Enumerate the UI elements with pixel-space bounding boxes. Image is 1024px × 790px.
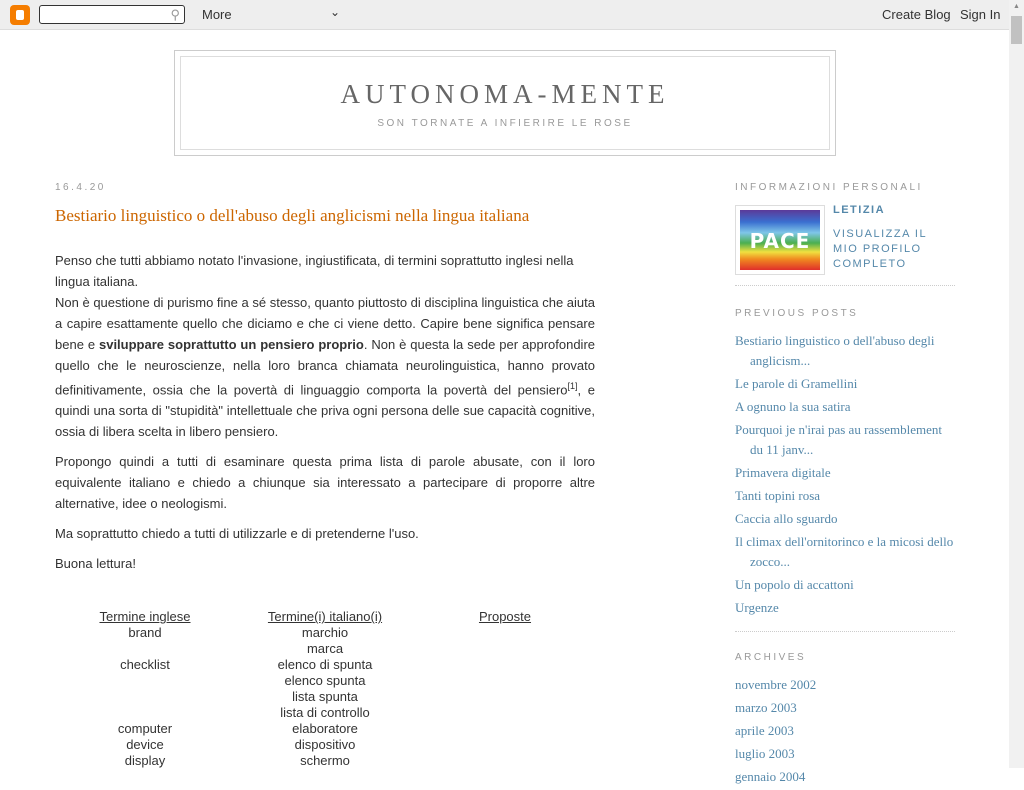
scrollbar-thumb[interactable]	[1011, 16, 1022, 44]
previous-post-link[interactable]: Pourquoi je n'irai pas au rassemblement du 11 janv...	[735, 422, 943, 457]
table-cell	[415, 721, 595, 737]
table-cell: lista di controllo	[280, 705, 370, 721]
table-cell: lista spunta	[292, 689, 358, 705]
footnote-link[interactable]: [1]	[567, 381, 578, 391]
bold-text: sviluppare soprattutto un pensiero proprio	[98, 337, 364, 352]
table-cell	[415, 641, 595, 657]
profile-heading: INFORMAZIONI PERSONALI	[735, 182, 923, 193]
previous-post-link[interactable]: Il climax dell'ornitorinco e la micosi dello zocco...	[735, 534, 954, 569]
table-cell	[415, 753, 595, 769]
table-cell: brand	[128, 625, 162, 641]
table-row	[55, 641, 595, 657]
paragraph-text: Non è questione di purismo fine a sé stesso, quanto piuttosto di disciplina linguistica che aiuta a capire esattamente quello che diciamo e che ci viene detto. Capire bene significa pensare bene e	[55, 295, 595, 352]
archive-link[interactable]: novembre 2002	[735, 677, 817, 692]
paragraph-text: , e quindi una sorta di "stupidità" intellettuale che priva ogni persona delle sue capacità cognitive, ossia di libera scelta in libero pensiero.	[55, 382, 595, 440]
archives-list	[735, 675, 955, 787]
archive-link[interactable]: marzo 2003	[735, 700, 797, 715]
table-cell: marchio	[301, 625, 349, 641]
main-column	[55, 182, 595, 769]
table-cell	[415, 625, 595, 641]
previous-posts-heading: PREVIOUS POSTS	[735, 308, 859, 319]
post-paragraph: Propongo quindi a tutti di esaminare questa prima lista di parole abusate, con il loro equivalente italiano e chiedo a chiunque sia interessato a partecipare di proporre altre alternative, idee o neologismi.	[55, 454, 595, 512]
table-cell	[55, 673, 235, 689]
previous-post-link[interactable]: Primavera digitale	[735, 465, 831, 480]
archive-link[interactable]: gennaio 2004	[735, 769, 806, 784]
table-row	[55, 673, 595, 689]
sign-in-link[interactable]: Sign In	[960, 7, 1001, 22]
table-cell: elaboratore	[292, 721, 358, 737]
sidebar	[735, 182, 955, 790]
scrollbar[interactable]	[1009, 0, 1024, 768]
table-cell: device	[126, 737, 164, 753]
scroll-up-icon[interactable]: ▲	[1013, 3, 1020, 10]
post-paragraph: Buona lettura!	[55, 556, 136, 572]
blogger-navbar	[0, 0, 1009, 30]
more-menu[interactable]: More	[202, 7, 232, 22]
table-cell: display	[124, 753, 166, 769]
chevron-down-icon[interactable]: ⌄	[330, 5, 341, 19]
previous-post-link[interactable]: Urgenze	[735, 600, 779, 615]
post-paragraph: Ma soprattutto chiedo a tutti di utilizzarle e di pretenderne l'uso.	[55, 526, 419, 542]
table-row	[55, 737, 595, 753]
table-cell	[415, 705, 595, 721]
post-paragraph	[55, 292, 595, 442]
previous-post-link[interactable]: Bestiario linguistico o dell'abuso degli anglicism...	[735, 333, 935, 368]
table-cell: computer	[117, 721, 173, 737]
table-cell	[55, 705, 235, 721]
profile-name: LETIZIA	[833, 204, 886, 216]
table-cell	[415, 673, 595, 689]
paragraph-text: Penso che tutti abbiamo notato l'invasione, ingiustificata, di termini soprattutto inglesi nella lingua italiana.	[55, 253, 574, 289]
profile-section	[735, 205, 955, 286]
blog-description: SON TORNATE A INFIERIRE LE ROSE	[377, 118, 633, 129]
table-cell	[415, 737, 595, 753]
search-input[interactable]	[39, 5, 185, 24]
table-row	[55, 753, 595, 769]
table-row	[55, 705, 595, 721]
previous-post-link[interactable]: Tanti topini rosa	[735, 488, 821, 503]
previous-posts-list	[735, 331, 955, 632]
table-row	[55, 689, 595, 705]
table-cell: checklist	[120, 657, 170, 673]
blogger-logo-icon[interactable]	[10, 5, 30, 25]
previous-post-link[interactable]: Un popolo di accattoni	[735, 577, 854, 592]
table-cell	[55, 689, 235, 705]
table-row	[55, 657, 595, 673]
search-icon[interactable]: ⚲	[170, 7, 180, 22]
previous-post-link[interactable]: Le parole di Gramellini	[735, 376, 858, 391]
blog-title[interactable]: AUTONOMA-MENTE	[340, 79, 670, 109]
table-cell: elenco di spunta	[277, 657, 373, 673]
create-blog-link[interactable]: Create Blog	[882, 7, 951, 22]
previous-post-link[interactable]: A ognuno la sua satira	[735, 399, 851, 414]
post-title[interactable]: Bestiario linguistico o dell'abuso degli anglicismi nella lingua italiana	[55, 206, 530, 225]
table-header: Termine inglese	[99, 609, 191, 625]
paragraph-text: . Non è questa la sede per approfondire quello che le neuroscienze, nella loro branca chiamata neurolinguistica, hanno provato definitivamente, ossia che la povertà di linguaggio comporta la povertà del pensiero	[55, 337, 595, 398]
table-cell: schermo	[300, 753, 350, 769]
post-paragraph	[55, 250, 595, 292]
table-cell: dispositivo	[294, 737, 356, 753]
previous-post-link[interactable]: Caccia allo sguardo	[735, 511, 838, 526]
archive-link[interactable]: aprile 2003	[735, 723, 794, 738]
table-cell	[415, 689, 595, 705]
table-row	[55, 721, 595, 737]
view-profile-link[interactable]: VISUALIZZA IL MIO PROFILO COMPLETO	[833, 228, 927, 270]
table-cell	[415, 657, 595, 673]
table-header: Proposte	[478, 609, 532, 625]
profile-picture[interactable]	[735, 205, 825, 275]
anglicisms-table	[55, 609, 595, 769]
archive-link[interactable]: luglio 2003	[735, 746, 795, 761]
table-header: Termine(i) italiano(i)	[267, 609, 383, 625]
blog-header	[174, 50, 836, 156]
table-cell: marca	[306, 641, 344, 657]
post-date: 16.4.20	[55, 182, 106, 193]
peace-flag-image: PACE	[740, 210, 820, 270]
archives-heading: ARCHIVES	[735, 652, 807, 663]
table-row	[55, 625, 595, 641]
table-cell: elenco spunta	[284, 673, 366, 689]
table-cell	[55, 641, 235, 657]
